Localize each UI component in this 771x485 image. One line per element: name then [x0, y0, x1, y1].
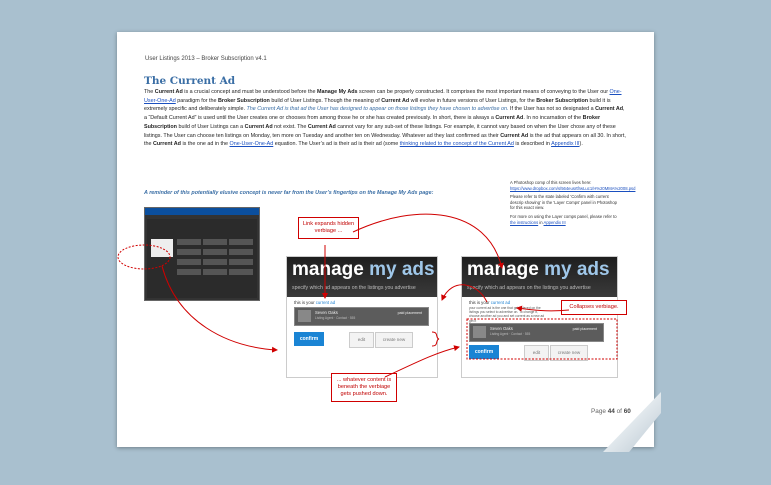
thumbnail-ad-panel — [151, 239, 173, 257]
confirm-button[interactable]: confirm — [294, 332, 324, 346]
screen-header — [287, 257, 437, 297]
thumbnail-cell — [177, 259, 201, 265]
brand-logo: manage my ads — [292, 259, 435, 280]
link-one-user-one-ad[interactable]: One-User-One-Ad — [144, 89, 622, 104]
link-thinking-current-ad[interactable]: thinking related to the concept of the Current Ad — [399, 141, 514, 148]
callout-pushed-down: ... whatever content is beneath the verbiage gets pushed down. — [331, 373, 397, 402]
thumbnail-cell — [229, 239, 253, 245]
this-is-your-label: this is your current ad — [469, 300, 511, 305]
photoshop-comp-link[interactable]: https://www.dropbox.com/s/564eusrtfrwLuc1/H%20MMA%2008.psd — [510, 185, 636, 191]
screen-collapsed — [287, 257, 437, 377]
screen-header — [462, 257, 617, 297]
link-appendix-iii[interactable]: Appendix III — [551, 141, 580, 148]
screen-subtitle: specify which ad appears on the listings you advertise — [292, 285, 416, 291]
edit-button[interactable]: edit — [524, 345, 549, 361]
current-ad-link[interactable]: current ad — [490, 300, 511, 305]
confirm-button[interactable]: confirm — [469, 345, 499, 359]
thumbnail-cell — [229, 269, 253, 275]
callout-expands: Link expands hidden verbiage ... — [298, 217, 359, 239]
paid-placement-label: paid placement — [397, 311, 422, 315]
link-one-user-one-ad-2[interactable]: One-User-One-Ad — [229, 141, 274, 148]
page-number: Page 44 of 60 — [591, 408, 631, 415]
callout-collapses: Collapses verbiage. — [561, 300, 627, 315]
ad-name: Seven Oaks — [490, 326, 513, 331]
current-ad-row — [294, 307, 429, 326]
thumbnail-content — [147, 219, 257, 298]
instructions-link[interactable]: the instructions — [510, 219, 539, 225]
paid-placement-label: paid placement — [572, 327, 597, 331]
ad-meta: Listing Agent · Contact · 555 — [490, 332, 531, 336]
edit-button[interactable]: edit — [349, 332, 374, 348]
thumbnail-cell — [177, 239, 201, 245]
create-new-button[interactable]: create new — [375, 332, 413, 348]
brand-logo: manage my ads — [467, 259, 610, 280]
screen-subtitle: specify which ad appears on the listings you advertise — [467, 285, 591, 291]
create-new-button[interactable]: create new — [550, 345, 588, 361]
thumbnail-cell — [229, 249, 253, 255]
section-title: The Current Ad — [144, 75, 236, 87]
ad-meta: Listing Agent · Contact · 555 — [315, 316, 356, 320]
current-ad-link[interactable]: current ad — [315, 300, 336, 305]
page-header: User Listings 2013 – Broker Subscription v4.1 — [145, 56, 267, 62]
thumbnail-cell — [203, 269, 227, 275]
thumbnail-cell — [229, 259, 253, 265]
thumbnail-titlebar — [145, 208, 259, 215]
thumbnail-cell — [177, 269, 201, 275]
ad-thumbnail — [298, 310, 311, 322]
thumbnail-cell — [203, 259, 227, 265]
thumbnail-cell — [203, 239, 227, 245]
expanded-verbiage: your current ad is the one that gets placed on the listings you select to advertise on. To change it, choose another ad you and set current as a new ad get it — [469, 306, 545, 323]
full-screen-thumbnail — [144, 207, 260, 301]
appendix-iii-link[interactable]: Appendix III — [543, 219, 566, 225]
ad-thumbnail — [473, 326, 486, 338]
reminder-caption: A reminder of this potentially elusive concept is never far from the User’s fingertips on the Manage My Ads page: — [144, 190, 434, 196]
this-is-your-label: this is your current ad — [294, 300, 336, 305]
side-note: A Photoshop comp of this screen lives here: https://www.dropbox.com/s/564eusrtfrwLuc1/H%20MMA%2008.psd Please refer to the state labeled ‘Confirm with current descrip showing’ in the ‘Layer Comps’ panel in Photoshop for this exact view. For more on using the Layer comps panel, please refer to the instructions in Appendix III — [510, 180, 636, 225]
document-page — [117, 32, 654, 447]
screen-expanded — [462, 257, 617, 377]
thumbnail-cell — [203, 249, 227, 255]
thumbnail-cell — [177, 249, 201, 255]
ad-name: Seven Oaks — [315, 310, 338, 315]
body-paragraph: The Current Ad is a crucial concept and must be understood before the Manage My Ads screen can be properly constructed. It comprises the most important means of conveying to the User our One-User-One-Ad paradigm for the Broker Subscription build of User Listings. Though the meaning of Current Ad will evolve in future versions of User Listings, for the Broker Subscription build it is extremely specific and deliberately simple. The Current Ad is that ad the User has designed to appear on those listings they have chosen to advertise on. If the User has not so designated a Current Ad, a “Default Current Ad” is used until the User creates one or chooses from among those he or she has created previously. In short, there is always a Current Ad. In no incarnation of the Broker Subscription build of User Listings can a Current Ad not exist. The Current Ad cannot vary for any sub-set of these listings. For example, it cannot vary based on when the User chose any of these listings. The User can choose ten listings on Monday, ten more on Tuesday and another ten on Wednesday. Whatever ad they last confirmed as their Current Ad is the ad that appears on all 30. In short, the Current Ad is the one ad in the One-User-One-Ad equation. The User’s ad is their ad is their ad (some thinking related to the concept of the Current Ad is described in Appendix III). — [144, 89, 626, 148]
current-ad-row — [469, 323, 604, 342]
